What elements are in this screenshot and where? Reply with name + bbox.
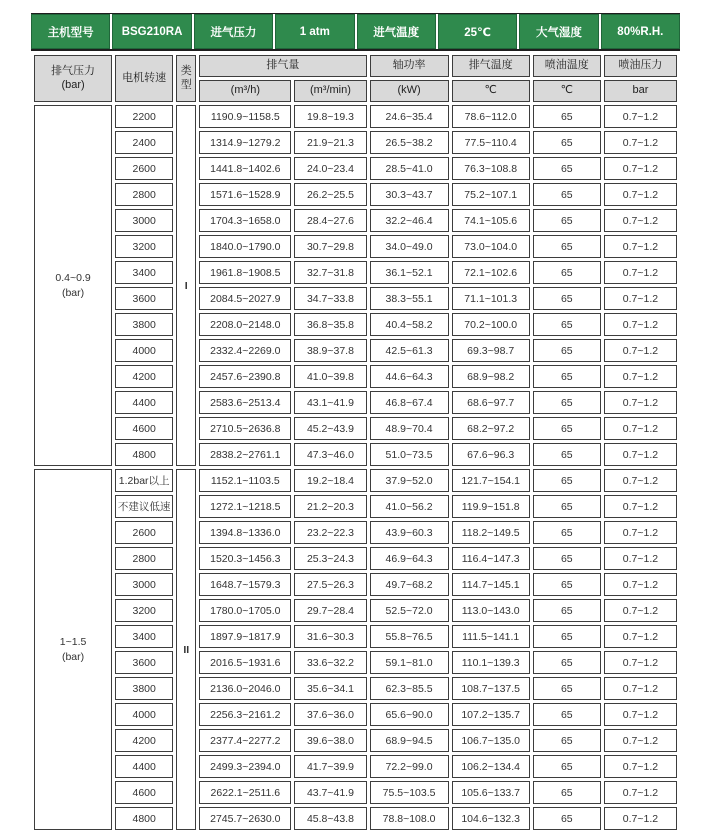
oil-pressure-cell: 0.7~1.2: [604, 235, 677, 258]
oil-pressure-cell: 0.7~1.2: [604, 209, 677, 232]
oil-pressure-cell: 0.7~1.2: [604, 729, 677, 752]
table-row: [34, 339, 677, 362]
oil-temp-cell: 65: [533, 235, 601, 258]
discharge-temp-cell: 70.2~100.0: [452, 313, 530, 336]
speed-cell: 2600: [115, 157, 173, 180]
oil-temp-cell: 65: [533, 131, 601, 154]
oil-pressure-cell: 0.7~1.2: [604, 781, 677, 804]
oil-pressure-cell: 0.7~1.2: [604, 547, 677, 570]
table-row: [34, 573, 677, 596]
flow-m3min-cell: 41.0~39.8: [294, 365, 366, 388]
table-row: [34, 183, 677, 206]
discharge-temp-cell: 75.2~107.1: [452, 183, 530, 206]
discharge-temp-cell: 77.5~110.4: [452, 131, 530, 154]
pressure-range-cell: [34, 105, 112, 466]
oil-pressure-cell: 0.7~1.2: [604, 677, 677, 700]
speed-cell: 3200: [115, 599, 173, 622]
oil-pressure-cell: 0.7~1.2: [604, 755, 677, 778]
oil-temp-cell: 65: [533, 781, 601, 804]
table-row: [34, 157, 677, 180]
col-header-discharge-temp: 排气温度: [452, 55, 530, 77]
shaft-power-cell: 30.3~43.7: [370, 183, 449, 206]
oil-temp-cell: 65: [533, 183, 601, 206]
table-row: [34, 391, 677, 414]
flow-m3min-cell: 35.6~34.1: [294, 677, 366, 700]
shaft-power-cell: 28.5~41.0: [370, 157, 449, 180]
flow-m3h-cell: 2016.5~1931.6: [199, 651, 291, 674]
shaft-power-cell: 44.6~64.3: [370, 365, 449, 388]
table-row: [34, 469, 677, 492]
discharge-temp-cell: 73.0~104.0: [452, 235, 530, 258]
speed-cell: 4800: [115, 443, 173, 466]
flow-m3min-cell: 39.6~38.0: [294, 729, 366, 752]
oil-temp-cell: 65: [533, 703, 601, 726]
flow-m3h-cell: 2583.6~2513.4: [199, 391, 291, 414]
discharge-temp-cell: 71.1~101.3: [452, 287, 530, 310]
table-row: [34, 651, 677, 674]
oil-pressure-cell: 0.7~1.2: [604, 183, 677, 206]
oil-pressure-cell: 0.7~1.2: [604, 339, 677, 362]
shaft-power-cell: 46.9~64.3: [370, 547, 449, 570]
pressure-range-unit: (bar): [61, 286, 85, 299]
shaft-power-cell: 78.8~108.0: [370, 807, 449, 830]
shaft-power-cell: 40.4~58.2: [370, 313, 449, 336]
flow-m3h-cell: 2136.0~2046.0: [199, 677, 291, 700]
flow-m3min-cell: 45.2~43.9: [294, 417, 366, 440]
table-row: [34, 547, 677, 570]
flow-m3min-cell: 34.7~33.8: [294, 287, 366, 310]
oil-temp-cell: 65: [533, 755, 601, 778]
shaft-power-cell: 43.9~60.3: [370, 521, 449, 544]
oil-temp-cell: 65: [533, 261, 601, 284]
discharge-temp-cell: 114.7~145.1: [452, 573, 530, 596]
table-row: [34, 105, 677, 128]
flow-m3h-cell: 1394.8~1336.0: [199, 521, 291, 544]
table-row: [34, 417, 677, 440]
discharge-temp-cell: 72.1~102.6: [452, 261, 530, 284]
shaft-power-cell: 46.8~67.4: [370, 391, 449, 414]
col-header-type: 类型: [176, 55, 196, 102]
pressure-range-cell: [34, 469, 112, 830]
oil-temp-cell: 65: [533, 469, 601, 492]
machine-model-label: 主机型号: [31, 14, 110, 49]
flow-m3min-cell: 32.7~31.8: [294, 261, 366, 284]
table-row: [34, 365, 677, 388]
flow-m3h-cell: 2256.3~2161.2: [199, 703, 291, 726]
oil-pressure-cell: 0.7~1.2: [604, 157, 677, 180]
discharge-temp-cell: 106.7~135.0: [452, 729, 530, 752]
shaft-power-cell: 65.6~90.0: [370, 703, 449, 726]
oil-pressure-cell: 0.7~1.2: [604, 417, 677, 440]
flow-m3min-cell: 43.7~41.9: [294, 781, 366, 804]
oil-temp-cell: 65: [533, 625, 601, 648]
flow-m3min-cell: 33.6~32.2: [294, 651, 366, 674]
table-row: [34, 599, 677, 622]
discharge-temp-cell: 121.7~154.1: [452, 469, 530, 492]
oil-temp-cell: 65: [533, 105, 601, 128]
oil-pressure-cell: 0.7~1.2: [604, 287, 677, 310]
oil-temp-cell: 65: [533, 677, 601, 700]
oil-pressure-cell: 0.7~1.2: [604, 495, 677, 518]
shaft-power-cell: 59.1~81.0: [370, 651, 449, 674]
machine-info-header: [31, 13, 680, 51]
speed-cell: 3000: [115, 209, 173, 232]
shaft-power-cell: 75.5~103.5: [370, 781, 449, 804]
oil-temp-cell: 65: [533, 547, 601, 570]
flow-m3h-cell: 1897.9~1817.9: [199, 625, 291, 648]
flow-m3min-cell: 25.3~24.3: [294, 547, 366, 570]
discharge-temp-cell: 116.4~147.3: [452, 547, 530, 570]
speed-cell: 3400: [115, 261, 173, 284]
oil-pressure-cell: 0.7~1.2: [604, 599, 677, 622]
col-header-oil-temp: 喷油温度: [533, 55, 601, 77]
flow-m3min-cell: 19.2~18.4: [294, 469, 366, 492]
flow-m3h-cell: 2745.7~2630.0: [199, 807, 291, 830]
oil-temp-cell: 65: [533, 521, 601, 544]
flow-m3h-cell: 2457.6~2390.8: [199, 365, 291, 388]
speed-cell: 3200: [115, 235, 173, 258]
oil-temp-cell: 65: [533, 157, 601, 180]
table-row: [34, 521, 677, 544]
discharge-temp-cell: 113.0~143.0: [452, 599, 530, 622]
discharge-temp-cell: 106.2~134.4: [452, 755, 530, 778]
shaft-power-cell: 24.6~35.4: [370, 105, 449, 128]
table-row: [34, 261, 677, 284]
speed-cell: 3000: [115, 573, 173, 596]
pressure-range-value: 1~1.5: [59, 636, 87, 649]
speed-cell: 3400: [115, 625, 173, 648]
discharge-temp-cell: 108.7~137.5: [452, 677, 530, 700]
table-row: [34, 729, 677, 752]
speed-cell: 3600: [115, 287, 173, 310]
discharge-temp-cell: 78.6~112.0: [452, 105, 530, 128]
flow-m3min-cell: 23.2~22.3: [294, 521, 366, 544]
shaft-power-cell: 72.2~99.0: [370, 755, 449, 778]
oil-temp-cell: 65: [533, 651, 601, 674]
discharge-temp-cell: 74.1~105.6: [452, 209, 530, 232]
oil-temp-cell: 65: [533, 313, 601, 336]
flow-m3min-cell: 21.9~21.3: [294, 131, 366, 154]
flow-m3min-cell: 37.6~36.0: [294, 703, 366, 726]
shaft-power-cell: 68.9~94.5: [370, 729, 449, 752]
discharge-temp-cell: 111.5~141.1: [452, 625, 530, 648]
discharge-pressure-unit: (bar): [61, 78, 85, 91]
discharge-temp-cell: 107.2~135.7: [452, 703, 530, 726]
shaft-power-cell: 34.0~49.0: [370, 235, 449, 258]
unit-m3min: (m³/min): [294, 80, 366, 102]
speed-cell: 4600: [115, 781, 173, 804]
shaft-power-cell: 37.9~52.0: [370, 469, 449, 492]
flow-m3min-cell: 36.8~35.8: [294, 313, 366, 336]
table-row: [34, 755, 677, 778]
table-row: [34, 625, 677, 648]
discharge-temp-cell: 69.3~98.7: [452, 339, 530, 362]
speed-cell: 3600: [115, 651, 173, 674]
compressor-spec-sheet: [31, 13, 680, 833]
col-header-oil-pressure: 喷油压力: [604, 55, 677, 77]
oil-temp-cell: 65: [533, 391, 601, 414]
discharge-pressure-label: 排气压力: [51, 64, 96, 77]
oil-temp-cell: 65: [533, 209, 601, 232]
oil-pressure-cell: 0.7~1.2: [604, 703, 677, 726]
shaft-power-cell: 42.5~61.3: [370, 339, 449, 362]
speed-cell: 2400: [115, 131, 173, 154]
flow-m3h-cell: 2622.1~2511.6: [199, 781, 291, 804]
type-cell: II: [176, 469, 196, 830]
table-row: [34, 781, 677, 804]
speed-cell: 4000: [115, 703, 173, 726]
speed-cell: 2800: [115, 547, 173, 570]
flow-m3h-cell: 1190.9~1158.5: [199, 105, 291, 128]
oil-pressure-cell: 0.7~1.2: [604, 625, 677, 648]
speed-cell: 1.2bar以上: [115, 469, 173, 492]
humidity-label: 大气湿度: [519, 14, 598, 49]
oil-temp-cell: 65: [533, 599, 601, 622]
oil-pressure-cell: 0.7~1.2: [604, 469, 677, 492]
shaft-power-cell: 41.0~56.2: [370, 495, 449, 518]
pressure-range-value: 0.4~0.9: [55, 272, 91, 285]
oil-pressure-cell: 0.7~1.2: [604, 365, 677, 388]
table-row: [34, 131, 677, 154]
flow-m3min-cell: 31.6~30.3: [294, 625, 366, 648]
shaft-power-cell: 36.1~52.1: [370, 261, 449, 284]
unit-celsius-discharge: ℃: [452, 80, 530, 102]
flow-m3h-cell: 1571.6~1528.9: [199, 183, 291, 206]
shaft-power-cell: 49.7~68.2: [370, 573, 449, 596]
table-row: [34, 235, 677, 258]
shaft-power-cell: 26.5~38.2: [370, 131, 449, 154]
oil-temp-cell: 65: [533, 287, 601, 310]
discharge-temp-cell: 68.9~98.2: [452, 365, 530, 388]
table-row: [34, 313, 677, 336]
type-cell: I: [176, 105, 196, 466]
flow-m3h-cell: 1840.0~1790.0: [199, 235, 291, 258]
discharge-temp-cell: 76.3~108.8: [452, 157, 530, 180]
table-row: [34, 287, 677, 310]
table-row: [34, 209, 677, 232]
flow-m3min-cell: 45.8~43.8: [294, 807, 366, 830]
speed-cell: 2600: [115, 521, 173, 544]
discharge-temp-cell: 110.1~139.3: [452, 651, 530, 674]
flow-m3min-cell: 27.5~26.3: [294, 573, 366, 596]
discharge-temp-cell: 119.9~151.8: [452, 495, 530, 518]
discharge-temp-cell: 105.6~133.7: [452, 781, 530, 804]
flow-m3h-cell: 2710.5~2636.8: [199, 417, 291, 440]
intake-pressure-value: 1 atm: [275, 14, 354, 49]
discharge-temp-cell: 67.6~96.3: [452, 443, 530, 466]
flow-m3h-cell: 2499.3~2394.0: [199, 755, 291, 778]
discharge-temp-cell: 104.6~132.3: [452, 807, 530, 830]
speed-cell: 4600: [115, 417, 173, 440]
shaft-power-cell: 32.2~46.4: [370, 209, 449, 232]
col-header-discharge-pressure: [34, 55, 112, 102]
discharge-temp-cell: 68.2~97.2: [452, 417, 530, 440]
flow-m3h-cell: 1441.8~1402.6: [199, 157, 291, 180]
unit-bar: bar: [604, 80, 677, 102]
oil-pressure-cell: 0.7~1.2: [604, 131, 677, 154]
table-row: [34, 703, 677, 726]
speed-cell: 4000: [115, 339, 173, 362]
oil-pressure-cell: 0.7~1.2: [604, 651, 677, 674]
speed-cell: 2200: [115, 105, 173, 128]
oil-pressure-cell: 0.7~1.2: [604, 521, 677, 544]
flow-m3h-cell: 2084.5~2027.9: [199, 287, 291, 310]
col-header-motor-speed: 电机转速: [115, 55, 173, 102]
unit-kw: (kW): [370, 80, 449, 102]
col-header-shaft-power: 轴功率: [370, 55, 449, 77]
flow-m3min-cell: 41.7~39.9: [294, 755, 366, 778]
humidity-value: 80%R.H.: [601, 14, 680, 49]
oil-pressure-cell: 0.7~1.2: [604, 443, 677, 466]
flow-m3min-cell: 30.7~29.8: [294, 235, 366, 258]
oil-pressure-cell: 0.7~1.2: [604, 807, 677, 830]
oil-temp-cell: 65: [533, 365, 601, 388]
machine-model-value: BSG210RA: [112, 14, 191, 49]
flow-m3h-cell: 2377.4~2277.2: [199, 729, 291, 752]
flow-m3h-cell: 2208.0~2148.0: [199, 313, 291, 336]
flow-m3min-cell: 29.7~28.4: [294, 599, 366, 622]
speed-cell: 4800: [115, 807, 173, 830]
flow-m3min-cell: 19.8~19.3: [294, 105, 366, 128]
flow-m3h-cell: 1272.1~1218.5: [199, 495, 291, 518]
flow-m3min-cell: 21.2~20.3: [294, 495, 366, 518]
flow-m3h-cell: 1780.0~1705.0: [199, 599, 291, 622]
oil-temp-cell: 65: [533, 443, 601, 466]
flow-m3h-cell: 1704.3~1658.0: [199, 209, 291, 232]
speed-cell: 4400: [115, 755, 173, 778]
col-header-air-delivery: 排气量: [199, 55, 366, 77]
oil-pressure-cell: 0.7~1.2: [604, 573, 677, 596]
unit-celsius-oil: ℃: [533, 80, 601, 102]
oil-temp-cell: 65: [533, 573, 601, 596]
table-row: [34, 677, 677, 700]
speed-cell: 3800: [115, 313, 173, 336]
flow-m3min-cell: 43.1~41.9: [294, 391, 366, 414]
oil-temp-cell: 65: [533, 339, 601, 362]
unit-m3h: (m³/h): [199, 80, 291, 102]
flow-m3h-cell: 1961.8~1908.5: [199, 261, 291, 284]
speed-cell: 2800: [115, 183, 173, 206]
flow-m3min-cell: 38.9~37.8: [294, 339, 366, 362]
intake-temp-label: 进气温度: [357, 14, 436, 49]
flow-m3h-cell: 1520.3~1456.3: [199, 547, 291, 570]
oil-pressure-cell: 0.7~1.2: [604, 261, 677, 284]
oil-temp-cell: 65: [533, 417, 601, 440]
speed-cell: 4400: [115, 391, 173, 414]
oil-pressure-cell: 0.7~1.2: [604, 313, 677, 336]
table-row: [34, 495, 677, 518]
intake-pressure-label: 进气压力: [194, 14, 273, 49]
shaft-power-cell: 38.3~55.1: [370, 287, 449, 310]
discharge-temp-cell: 68.6~97.7: [452, 391, 530, 414]
flow-m3h-cell: 2332.4~2269.0: [199, 339, 291, 362]
performance-table: [31, 52, 680, 833]
pressure-range-unit: (bar): [61, 650, 85, 663]
speed-cell: 不建议低速: [115, 495, 173, 518]
shaft-power-cell: 48.9~70.4: [370, 417, 449, 440]
oil-pressure-cell: 0.7~1.2: [604, 391, 677, 414]
flow-m3h-cell: 1314.9~1279.2: [199, 131, 291, 154]
flow-m3h-cell: 1152.1~1103.5: [199, 469, 291, 492]
intake-temp-value: 25℃: [438, 14, 517, 49]
oil-temp-cell: 65: [533, 807, 601, 830]
flow-m3min-cell: 24.0~23.4: [294, 157, 366, 180]
oil-temp-cell: 65: [533, 495, 601, 518]
speed-cell: 4200: [115, 365, 173, 388]
shaft-power-cell: 55.8~76.5: [370, 625, 449, 648]
table-row: [34, 443, 677, 466]
flow-m3min-cell: 47.3~46.0: [294, 443, 366, 466]
oil-pressure-cell: 0.7~1.2: [604, 105, 677, 128]
speed-cell: 4200: [115, 729, 173, 752]
shaft-power-cell: 51.0~73.5: [370, 443, 449, 466]
oil-temp-cell: 65: [533, 729, 601, 752]
flow-m3h-cell: 2838.2~2761.1: [199, 443, 291, 466]
speed-cell: 3800: [115, 677, 173, 700]
shaft-power-cell: 62.3~85.5: [370, 677, 449, 700]
shaft-power-cell: 52.5~72.0: [370, 599, 449, 622]
flow-m3h-cell: 1648.7~1579.3: [199, 573, 291, 596]
flow-m3min-cell: 28.4~27.6: [294, 209, 366, 232]
discharge-temp-cell: 118.2~149.5: [452, 521, 530, 544]
flow-m3min-cell: 26.2~25.5: [294, 183, 366, 206]
table-row: [34, 807, 677, 830]
